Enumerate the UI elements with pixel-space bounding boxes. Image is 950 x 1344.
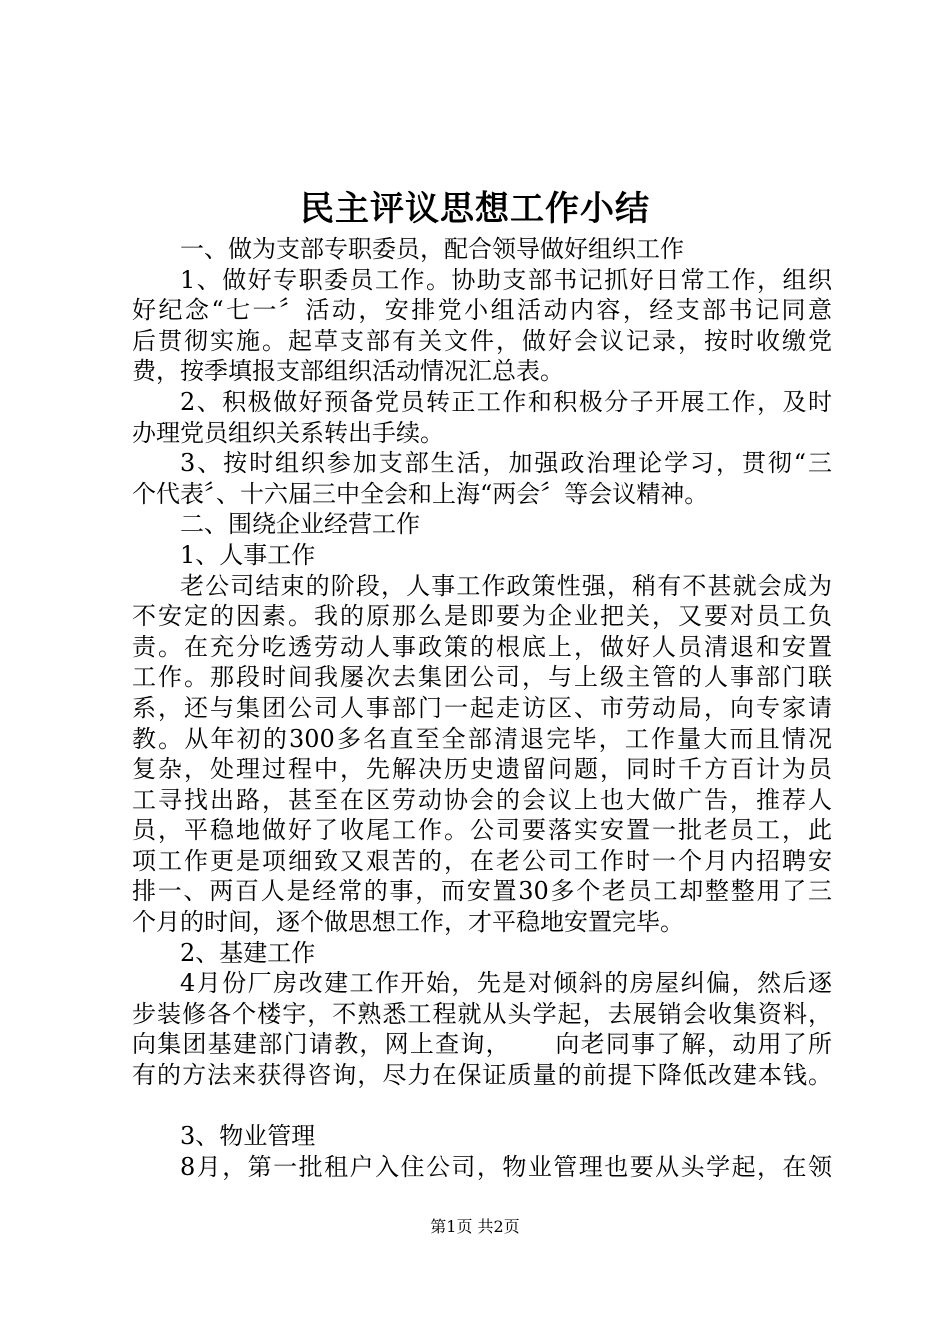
page-footer: 第1页 共2页 (430, 1217, 520, 1236)
paragraph-line: 复杂，处理过程中，先解决历史遗留问题，同时千方百计为员 (132, 755, 832, 784)
paragraph-line: 后贯彻实施。起草支部有关文件，做好会议记录，按时收缴党 (132, 326, 832, 355)
paragraph-line: 工作。那段时间我屡次去集团公司，与上级主管的人事部门联 (132, 663, 832, 692)
paragraph-line: 责。在充分吃透劳动人事政策的根底上，做好人员清退和安置 (132, 632, 832, 661)
paragraph-line: 1、做好专职委员工作。协助支部书记抓好日常工作，组织 (180, 265, 832, 294)
section-heading: 一、做为支部专职委员，配合领导做好组织工作 (180, 235, 684, 263)
paragraph-line: 系，还与集团公司人事部门一起走访区、市劳动局，向专家请 (132, 693, 832, 722)
paragraph-line: 向集团基建部门请教，网上查询， 向老同事了解，动用了所 (132, 1030, 832, 1059)
paragraph-line: 教。从年初的300多名直至全部清退完毕，工作量大而且情况 (132, 724, 832, 753)
paragraph-line: 费，按季填报支部组织活动情况汇总表。 (132, 357, 564, 386)
paragraph-line: 员，平稳地做好了收尾工作。公司要落实安置一批老员工，此 (132, 816, 832, 845)
paragraph-line: 工寻找出路，甚至在区劳动协会的会议上也大做广告，推荐人 (132, 785, 832, 814)
paragraph-line: 3、按时组织参加支部生活，加强政治理论学习，贯彻“三 (180, 449, 832, 478)
paragraph-line: 个代表〞、十六届三中全会和上海“两会〞等会议精神。 (132, 479, 709, 508)
paragraph-line: 办理党员组织关系转出手续。 (132, 418, 444, 447)
subsection-heading: 3、物业管理 (180, 1122, 316, 1151)
paragraph-line: 4月份厂房改建工作开始，先是对倾斜的房屋纠偏，然后逐 (180, 969, 832, 998)
subsection-heading: 1、人事工作 (180, 540, 316, 569)
section-heading: 二、围绕企业经营工作 (180, 510, 420, 539)
document-title: 民主评议思想工作小结 (300, 189, 650, 229)
subsection-heading: 2、基建工作 (180, 938, 316, 967)
paragraph-line: 2、积极做好预备党员转正工作和积极分子开展工作，及时 (180, 387, 832, 416)
paragraph-line: 老公司结束的阶段，人事工作政策性强，稍有不甚就会成为 (180, 571, 832, 600)
paragraph-line: 8月，第一批租户入住公司，物业管理也要从头学起，在领 (180, 1152, 832, 1181)
document-body (132, 234, 832, 1182)
paragraph-line: 排一、两百人是经常的事，而安置30多个老员工却整整用了三 (132, 877, 832, 906)
paragraph-line: 步装修各个楼宇，不熟悉工程就从头学起，去展销会收集资料， (132, 999, 832, 1028)
paragraph-line: 有的方法来获得咨询，尽力在保证质量的前提下降低改建本钱。 (132, 1061, 832, 1090)
blank-line (132, 1091, 832, 1122)
paragraph-line: 不安定的因素。我的原那么是即要为企业把关，又要对员工负 (132, 602, 832, 631)
paragraph-line: 项工作更是项细致又艰苦的，在老公司工作时一个月内招聘安 (132, 846, 832, 875)
paragraph-line: 好纪念“七一〞活动，安排党小组活动内容，经支部书记同意 (132, 296, 832, 325)
paragraph-line: 个月的时间，逐个做思想工作，才平稳地安置完毕。 (132, 908, 684, 937)
